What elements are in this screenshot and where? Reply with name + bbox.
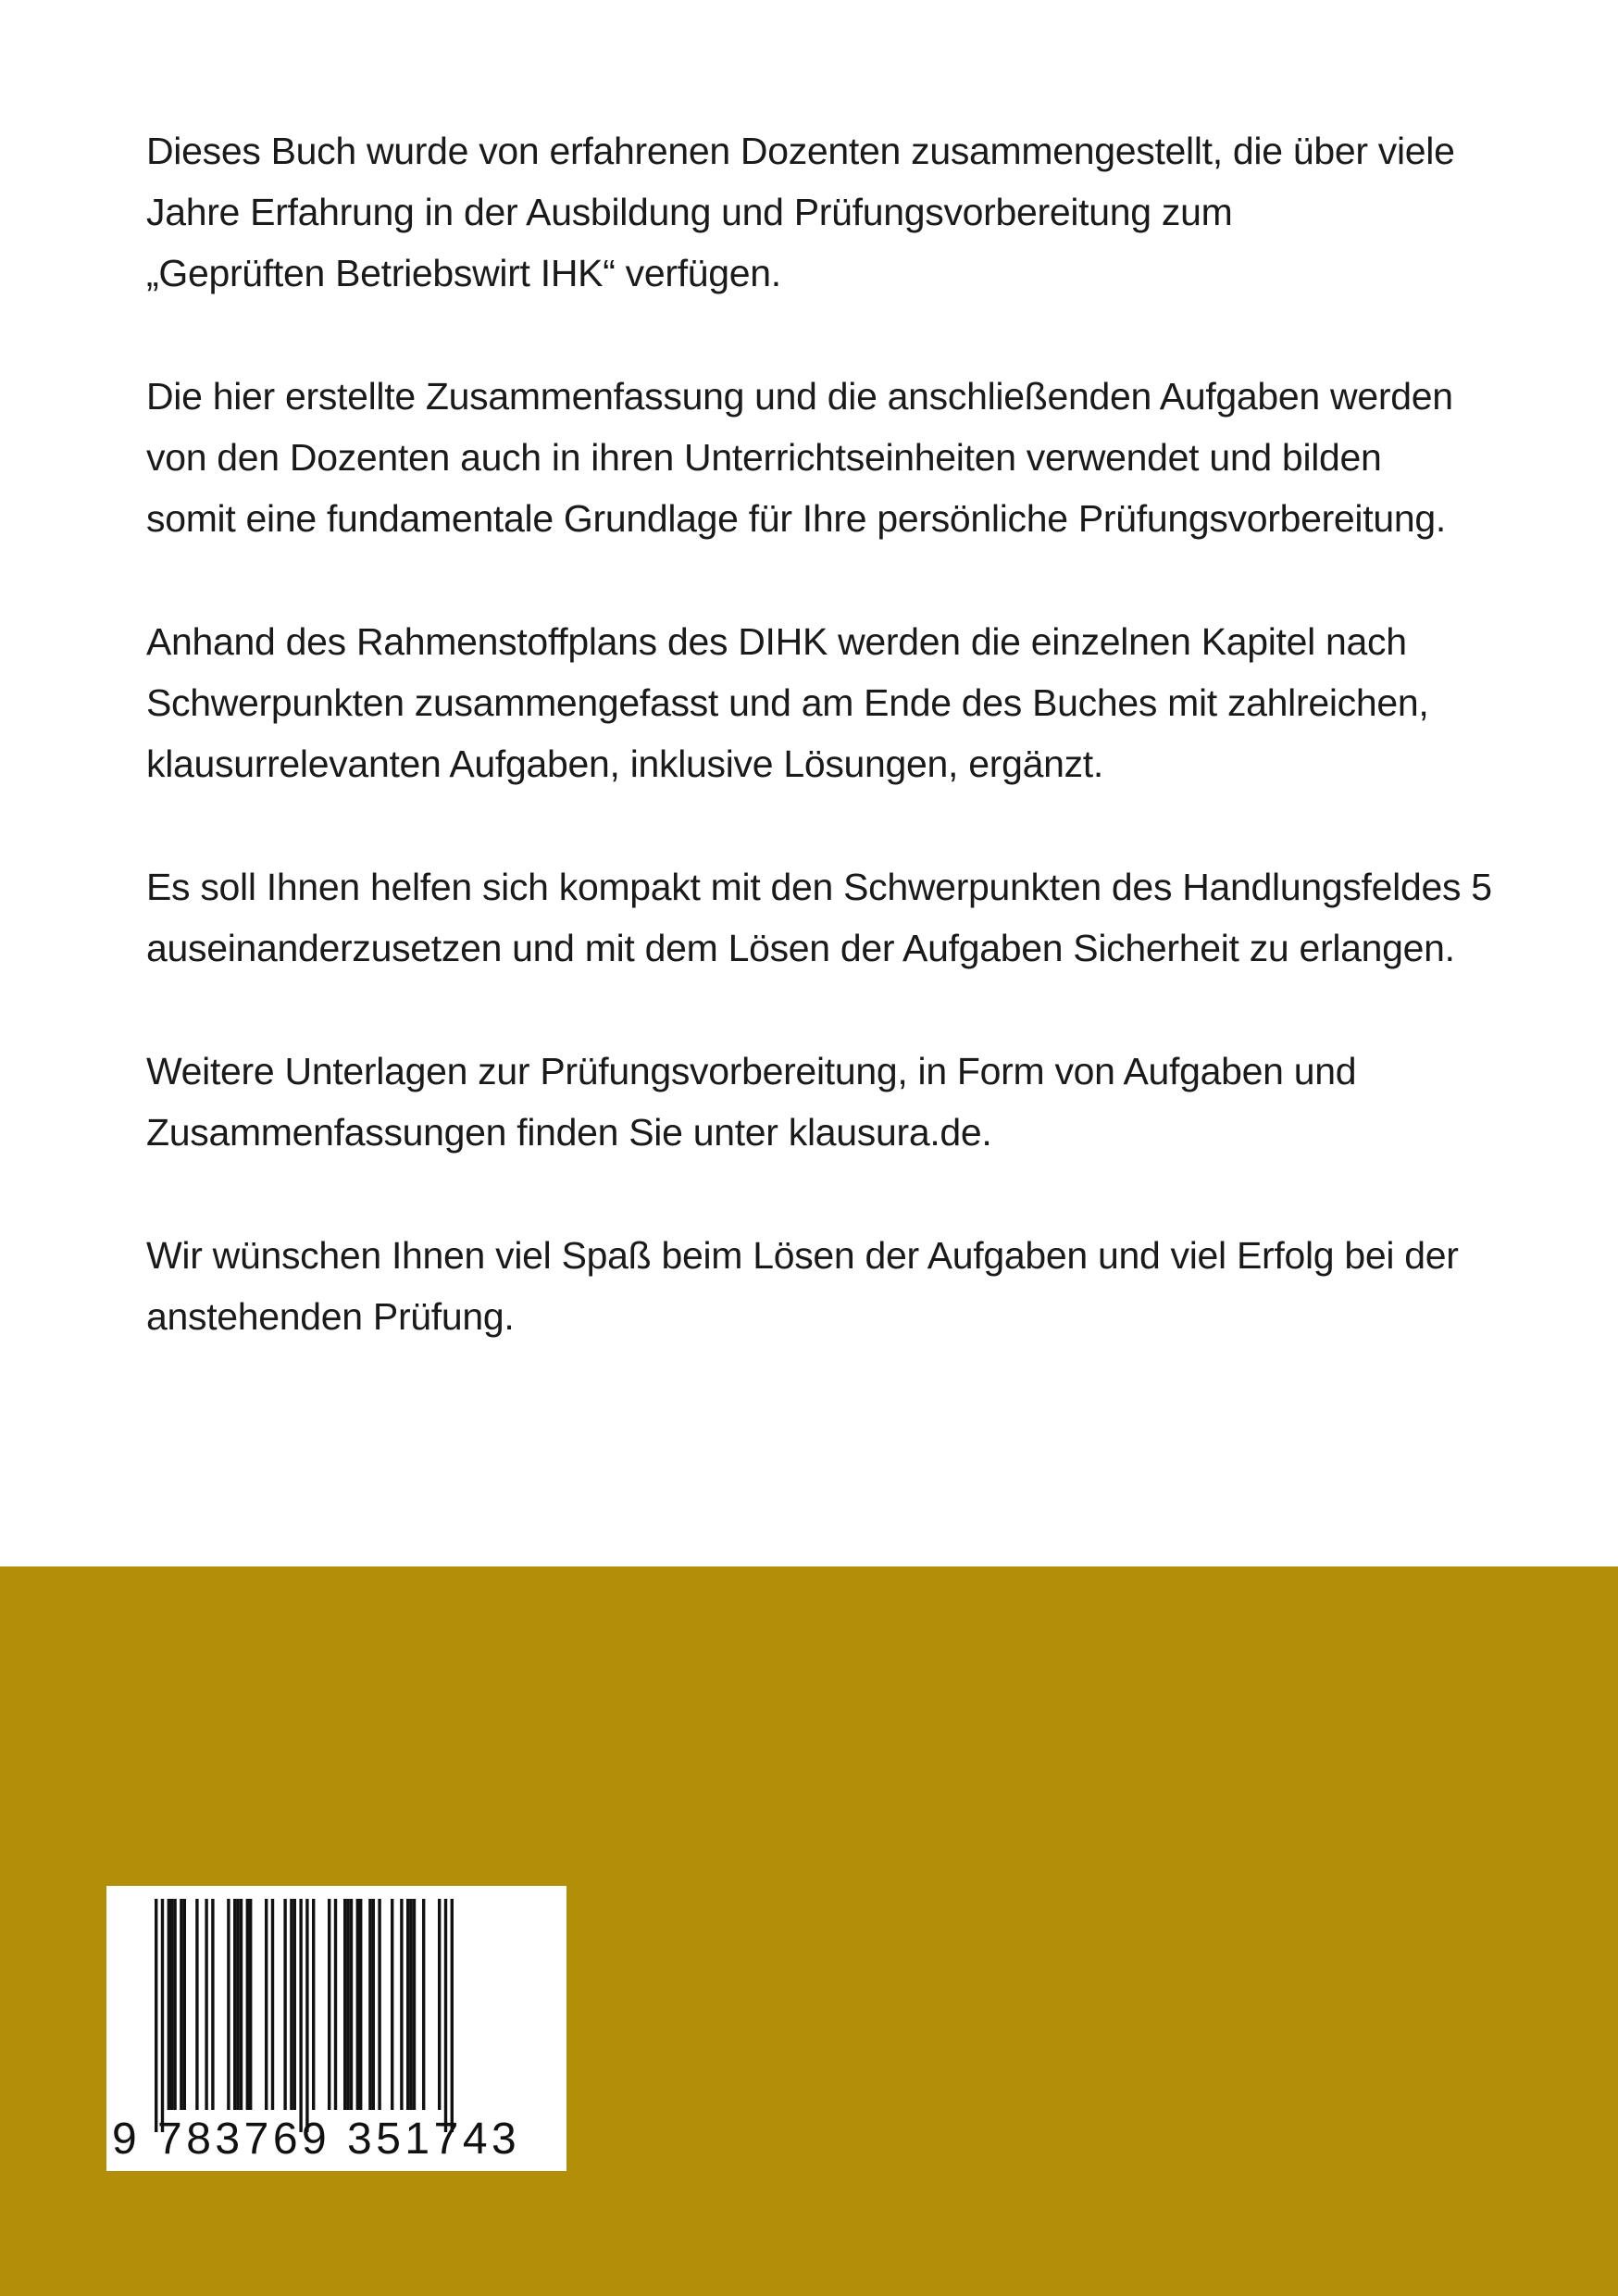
barcode-bar [180,1899,182,2110]
barcode-bar [378,1899,380,2110]
paragraph-line: klausurrelevanten Aufgaben, inklusive Lösungen, ergänzt. [146,742,1103,785]
paragraph-2 [146,366,1562,549]
paragraph-6 [146,1225,1562,1347]
paragraph-3 [146,611,1562,794]
barcode-bar [249,1899,252,2110]
barcode-bar [406,1899,409,2110]
barcode-bar [155,1899,157,2132]
isbn-number: 9 783769 351743 [112,2115,521,2164]
barcode-bar [391,1899,393,2110]
barcode-bar [283,1899,286,2110]
barcode-bar [236,1899,239,2110]
barcode-bar [161,1899,164,2132]
barcode-bar [413,1899,416,2110]
barcode-bar [246,1899,249,2110]
barcode-bar [305,1899,308,2132]
paragraph-line: Die hier erstellte Zusammenfassung und die anschließenden Aufgaben werden [146,375,1453,418]
barcode-bar [173,1899,176,2110]
paragraph-line: Schwerpunkten zusammengefasst und am Ende des Buches mit zahlreichen, [146,681,1429,724]
barcode-bar [328,1899,330,2110]
paragraph-line: von den Dozenten auch in ihren Unterrichtseinheiten verwendet und bilden [146,436,1382,479]
barcode-bar [271,1899,274,2110]
barcode-bar [422,1899,425,2110]
blurb-text [146,120,1562,1409]
barcode-bar [233,1899,236,2110]
paragraph-line: anstehenden Prüfung. [146,1295,515,1338]
paragraph-line: Anhand des Rahmenstoffplans des DIHK werden die einzelnen Kapitel nach [146,620,1407,663]
barcode-bar [356,1899,359,2110]
paragraph-4 [146,856,1562,979]
paragraph-line: „Geprüften Betriebswirt IHK“ verfügen. [146,252,781,294]
barcode-bar [168,1899,170,2110]
paragraph-1 [146,120,1562,304]
barcode-bar [350,1899,353,2110]
barcode-bar [205,1899,207,2110]
barcode-bar [438,1899,441,2110]
paragraph-line: Zusammenfassungen finden Sie unter klausura.de. [146,1111,992,1154]
barcode-bar [400,1899,403,2110]
barcode-bar [346,1899,349,2110]
barcode-bar [368,1899,371,2110]
paragraph-5 [146,1041,1562,1163]
barcode-bar [372,1899,375,2110]
barcode-bar [240,1899,243,2110]
paragraph-line: Es soll Ihnen helfen sich kompakt mit den Schwerpunkten des Handlungsfeldes 5 [146,866,1492,908]
paragraph-line: Weitere Unterlagen zur Prüfungsvorbereitung, in Form von Aufgaben und [146,1050,1357,1092]
paragraph-line: auseinanderzusetzen und mit dem Lösen der Aufgaben Sicherheit zu erlangen. [146,927,1455,969]
barcode-bar [170,1899,173,2110]
barcode-bar [451,1899,454,2132]
barcode-bar [444,1899,447,2132]
barcode-bar [334,1899,337,2110]
barcode-bar [211,1899,214,2110]
paragraph-line: Jahre Erfahrung in der Ausbildung und Prüfungsvorbereitung zum [146,191,1233,233]
paragraph-line: Dieses Buch wurde von erfahrenen Dozenten zusammengestellt, die über viele [146,130,1455,172]
barcode-bar [343,1899,346,2110]
barcode-bar [265,1899,268,2110]
barcode-bar [409,1899,412,2110]
barcode-bar [227,1899,230,2110]
barcode-bar [359,1899,362,2110]
paragraph-line: somit eine fundamentale Grundlage für Ihre persönliche Prüfungsvorbereitung. [146,497,1446,540]
barcode-bar [299,1899,302,2132]
isbn-barcode [106,1886,566,2171]
barcode-bar [312,1899,315,2110]
paragraph-line: Wir wünschen Ihnen viel Spaß beim Lösen der Aufgaben und viel Erfolg bei der [146,1234,1459,1277]
barcode-bar [293,1899,296,2110]
barcode-bar [195,1899,198,2110]
barcode-bar [290,1899,292,2110]
barcode-bar [183,1899,186,2110]
